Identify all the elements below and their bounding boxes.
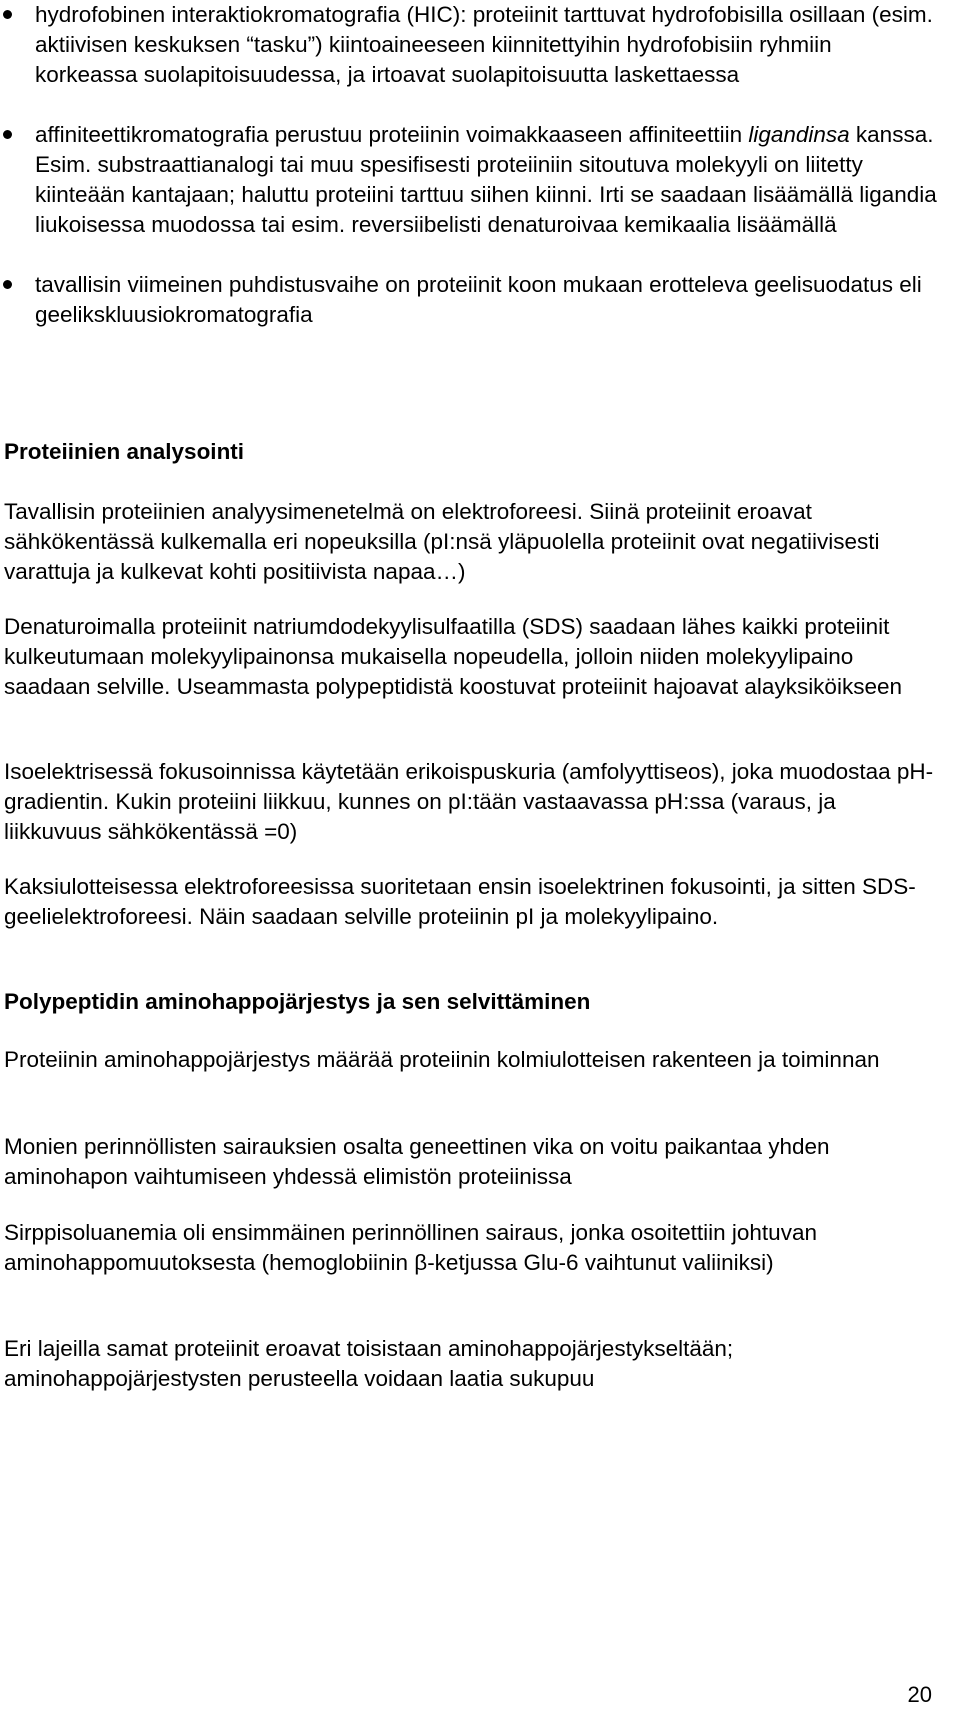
bullet-text-pre: affiniteettikromatografia perustuu proteiinin voimakkaaseen affiniteettiin [35,122,749,147]
list-item [0,120,940,240]
paragraph: Kaksiulotteisessa elektroforeesissa suoritetaan ensin isoelektrinen fokusointi, ja sitten SDS-geelielektroforeesi. Näin saadaan selville proteiinin pI ja molekyylipaino. [4,874,916,929]
paragraph: Sirppisoluanemia oli ensimmäinen perinnöllinen sairaus, jonka osoitettiin johtuvan aminohappomuutoksesta (hemoglobiinin β-ketjussa Glu-6 vaihtunut valiiniksi) [4,1220,817,1275]
bullet-text-emphasis: ligandinsa [748,122,850,147]
page-number: 20 [907,1682,932,1707]
bullet-text-post: kanssa. Esim. substraattianalogi tai muu spesifisesti proteiiniin sitoutuva molekyyli on liitetty kiinteään kantajaan; haluttu proteiini tarttuu siihen kiinni. Irti se saadaan lisäämällä ligandia liukoisessa muodossa tai esim. reversiibelisti denaturoivaa kemikaalia lisäämällä [35,122,937,237]
paragraph: Denaturoimalla proteiinit natriumdodekyylisulfaatilla (SDS) saadaan lähes kaikki proteiinit kulkeutumaan molekyylipainonsa mukaisella nopeudella, jolloin niiden molekyylipaino saadaan selville. Useammasta polypeptidistä koostuvat proteiinit hajoavat alayksiköikseen [4,614,902,699]
paragraph: Tavallisin proteiinien analyysimenetelmä on elektroforeesi. Siinä proteiinit eroavat sähkökentässä kulkemalla eri nopeuksilla (pI:nsä yläpuolella proteiinit ovat negatiivisesti varattuja ja kulkevat kohti positiivista napaa…) [4,499,880,584]
bullet-text: hydrofobinen interaktiokromatografia (HIC): proteiinit tarttuvat hydrofobisilla osillaan (esim. aktiivisen keskuksen “tasku”) kiintoaineeseen kiinnitettyihin hydrofobisiin ryhmiin korkeassa suolapitoisuudessa, ja irtoavat suolapitoisuutta laskettaessa [35,2,933,87]
method-bullet-list [0,0,940,330]
bullet-icon [3,280,12,289]
paragraph: Proteiinin aminohappojärjestys määrää proteiinin kolmiulotteisen rakenteen ja toiminnan [4,1047,880,1072]
list-item [0,270,940,330]
bullet-icon [3,10,12,19]
paragraph: Isoelektrisessä fokusoinnissa käytetään erikoispuskuria (amfolyyttiseos), joka muodostaa pH-gradientin. Kukin proteiini liikkuu, kunnes on pI:tään vastaavassa pH:ssa (varaus, ja liikkuvuus sähkökentässä =0) [4,759,934,844]
list-item [0,0,940,90]
section-heading-sequence: Polypeptidin aminohappojärjestys ja sen selvittäminen [4,989,591,1014]
paragraph: Monien perinnöllisten sairauksien osalta geneettinen vika on voitu paikantaa yhden aminohapon vaihtumiseen yhdessä elimistön proteiinissa [4,1134,830,1189]
bullet-text: tavallisin viimeinen puhdistusvaihe on proteiinit koon mukaan erotteleva geelisuodatus eli geelikskluusiokromatografia [35,272,922,327]
section-heading-analysis: Proteiinien analysointi [4,439,245,464]
bullet-icon [3,130,12,139]
paragraph: Eri lajeilla samat proteiinit eroavat toisistaan aminohappojärjestykseltään; aminohappojärjestysten perusteella voidaan laatia sukupuu [4,1336,734,1391]
